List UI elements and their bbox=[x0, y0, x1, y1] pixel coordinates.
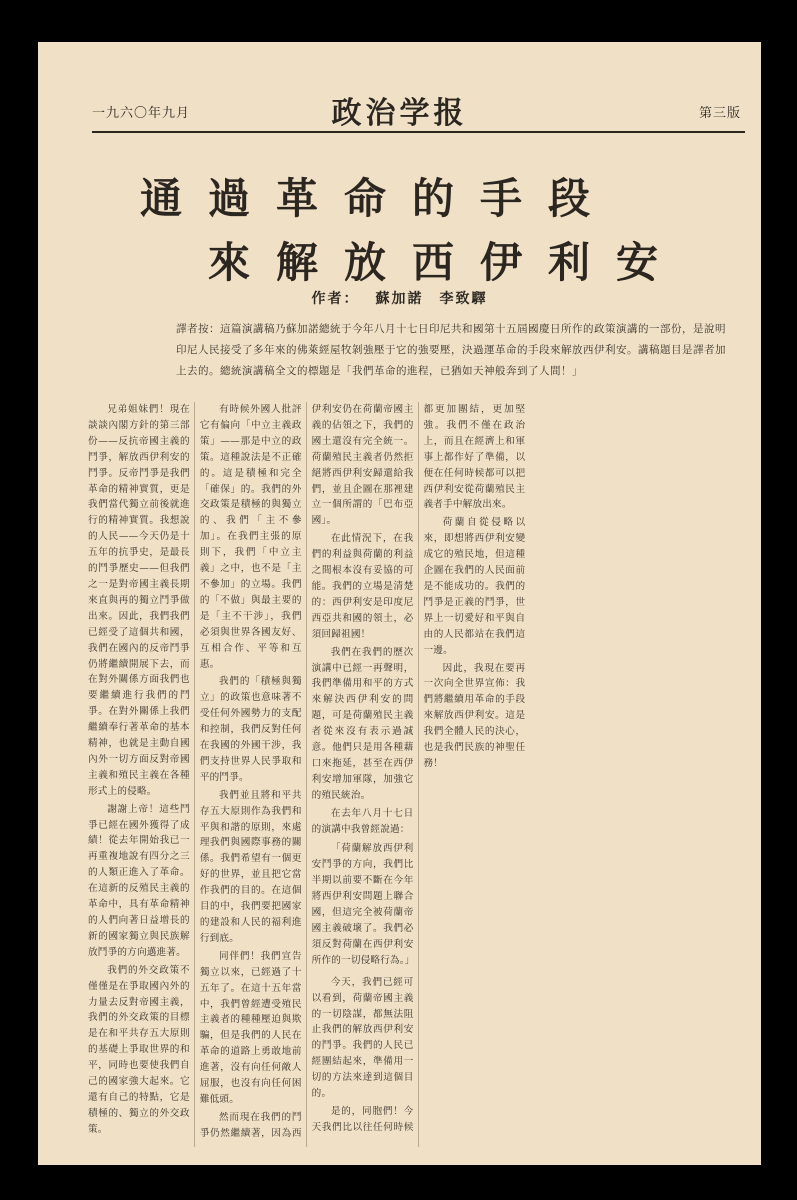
byline bbox=[38, 288, 761, 308]
headline-line-2: 來解放西伊利安 bbox=[208, 238, 685, 287]
editor-note: 譯者按：這篇演講稿乃蘇加諾總統于今年八月十七日印尼共和國第十五屆國慶日所作的政策演講的一部份，是說明印尼人民接受了多年來的佛萊經屋牧剝強壓于它的強要壓，決過運革命的手段來解放西伊利安。講稿題目是譯者加上去的。總統演講稿全文的標題是「我們革命的進程，已猶如天神般奔到了人間！」 bbox=[176, 323, 726, 377]
body-paragraph: 我們的「積極與獨立」的政策也意味著不受任何外國勢力的支配和控制，我們反對任何在我國的外國干涉，我們支持世界人民爭取和平的鬥爭。 bbox=[199, 676, 302, 783]
body-paragraph: 有時候外國人批評它有偏向「中立主義政策」——那是中立的政策。這種說法是不正確的。這是積極和完全「確保」的。我們的外交政策是積極的與獨立的、我們「主不參加」。在我們主張的原則下，我們「中立主義」之中，也不是「主不參加」的立場。我們的「不做」與最主要的是「主不干涉」，我們必須與世界各國友好、互相合作、平等和互惠。 bbox=[199, 404, 302, 670]
body-paragraph: 荷蘭自從侵略以來，即想將西伊利安變成它的殖民地，但這種企圖在我們的人民面前是不能成功的。我們的鬥爭是正義的鬥爭，世界上一切愛好和平與自由的人民都站在我們這一邊。 bbox=[423, 517, 526, 656]
masthead-rule bbox=[92, 131, 745, 133]
masthead bbox=[38, 88, 761, 131]
body-paragraph: 兄弟姐妹們！現在談談內閣方針的第三部份——反抗帝國主義的鬥爭，解放西伊利安的鬥爭。反帝鬥爭是我們革命的精神實質，更是我們當代獨立前後就進行的精神實質。我想說的人民——今天仍是十五年的抗爭史，是最長的鬥爭歷史——但我們之一是對帝國主義長期來直與再的獨立鬥爭做出來。因此，我們我們已經受了這個共和國，我們在國內的反帝鬥爭仍將繼續開展下去，而在對外關係方面我們也要繼續進行我們的鬥爭。在對外關係上我們繼續奉行著革命的基本精神，也就是主動自國內外一切方面反對帝國主義和殖民主義在各種形式上的侵略。 bbox=[88, 404, 190, 797]
newspaper-page bbox=[38, 42, 761, 1165]
body-paragraph: 在去年八月十七日的演講中我曾經說過： bbox=[311, 807, 414, 835]
body-paragraph: 同伴們！我們宣告獨立以來，已經過了十五年了。在這十五年當中，我們曾經遭受殖民主義者的種種壓迫與欺騙，但是我們的人民在革命的道路上勇敢地前進著，沒有向任何敵人屈服，也沒有向任何困難低頭。 bbox=[199, 950, 302, 1105]
author-name: 蘇加諾 bbox=[375, 291, 424, 307]
body-paragraph: 因此，我現在要再一次向全世界宣佈：我們將繼續用革命的手段來解放西伊利安。這是我們全體人民的決心，也是我們民族的神聖任務！ bbox=[423, 662, 526, 769]
body-paragraph: 我們並且將和平共存五大原則作為我們和平與和諧的原則，來處理我們與國際事務的關係。我們希望有一個更好的世界，並且把它當作我們的目的。在這個目的中，我們要把國家的建設和人民的福利進行到底。 bbox=[199, 789, 302, 944]
body-paragraph: 在此情況下，在我們的利益與荷蘭的利益之間根本沒有妥協的可能。我們的立場是清楚的：西伊利安是印度尼西亞共和國的領土，必須回歸祖國！ bbox=[311, 533, 414, 640]
body-paragraph: 我們在我們的歷次演講中已經一再聲明，我們準備用和平的方式來解決西伊利安的問題，可是荷蘭殖民主義者從來沒有表示過誠意。他們只是用各種藉口來拖延，甚至在西伊利安增加軍隊，加強它的殖民統治。 bbox=[311, 646, 414, 801]
headline-line-1: 通過革命的手段 bbox=[140, 174, 617, 223]
body-paragraph: 今天，我們已經可以看到，荷蘭帝國主義的一切陰謀，都無法阻止我們的解放西伊利安的鬥爭。我們的人民已經團結起來，準備用一切的方法來達到這個目的。 bbox=[311, 976, 414, 1100]
publication-title: 政治学报 bbox=[331, 96, 468, 131]
byline-prefix: 作者： bbox=[311, 291, 360, 307]
translator-name: 李致驛 bbox=[439, 291, 488, 307]
body-paragraph: 謝謝上帝！這些鬥爭已經在國外獲得了成績！從去年開始我已一再重複地說有四分之三的人類正進入了革命。在這新的反殖民主義的革命中，具有革命精神的人們向著日益增長的新的國家獨立與民族解放鬥爭的方向邁進著。 bbox=[88, 803, 190, 958]
quoted-paragraph: 「荷蘭解放西伊利安鬥爭的方向，我們比半期以前要不斷在今年將西伊利安問題上聯合國，但這完全被荷蘭帝國主義破壞了。我們必須反對荷蘭在西伊利安所作的一切侵略行為。」 bbox=[311, 843, 415, 966]
article-body bbox=[88, 402, 749, 1147]
issue-date: 一九六〇年九月 bbox=[92, 106, 191, 121]
body-paragraph: 是的，同胞們！今天我們比以往任何時候都更加團結，更加堅強。我們不僅在政治上，而且在經濟上和軍事上都作好了準備，以便在任何時候都可以把西伊利安從荷蘭殖民主義者手中解放出來。 bbox=[311, 404, 526, 1133]
edition-label: 第三版 bbox=[698, 106, 741, 121]
body-paragraph: 然而現在我們的鬥爭仍然繼續著，因為西伊利安仍在荷蘭帝國主義的佔領之下，我們的國土還沒有完全統一。荷蘭殖民主義者仍然拒絕將西伊利安歸還給我們，並且企圖在那裡建立一個所謂的「巴布亞國」。 bbox=[199, 404, 414, 1139]
body-paragraph: 我們的外交政策不僅僅是在爭取國內外的力量去反對帝國主義，我們的外交政策的目標是在和平共存五大原則的基礎上爭取世界的和平，同時也要使我們自己的國家強大起來。它還有自己的特點，它是積極的、獨立的外交政策。 bbox=[88, 964, 190, 1135]
